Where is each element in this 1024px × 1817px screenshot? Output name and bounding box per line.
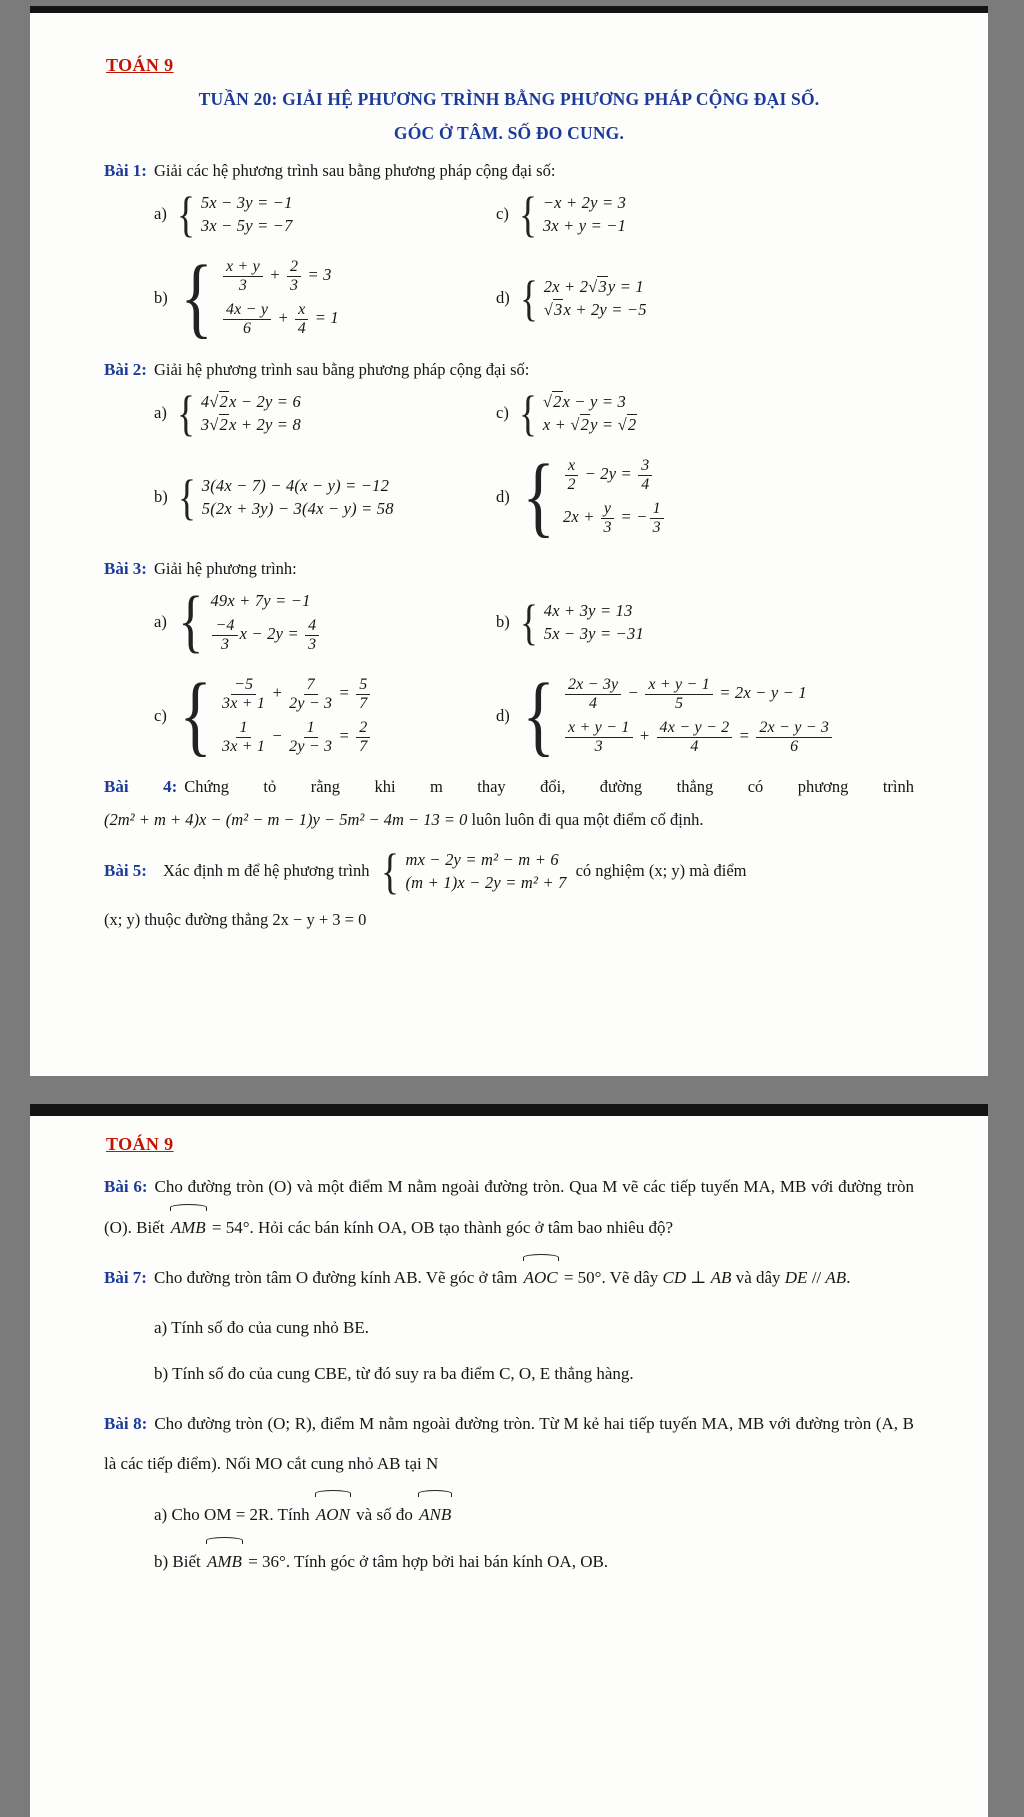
bai3-row-1 [104,583,914,660]
problem-4-text2: luôn luôn đi qua một điểm cố định. [471,810,704,829]
problem-3-label: Bài 3: [104,559,147,578]
system-2c [496,385,637,441]
system-1c [496,186,627,242]
fraction: $\frac{1}{3}$ [650,500,664,537]
system-tag: b) [154,487,168,506]
equation: $\frac{1}{3x + 1}$ − $\frac{1}{2y - 3}$ = $\frac{2}{7}$ [220,719,372,756]
bai1-row-1 [104,186,914,242]
equation: 2x + $\frac{y}{3}$ = − $\frac{1}{3}$ [563,500,666,537]
system-tag: c) [496,204,509,223]
system-1b [154,248,339,347]
fraction: $\frac{x + y - 1}{5}$ [645,676,713,713]
problem-6-label: Bài 6: [104,1177,148,1196]
problem-4-line2 [104,810,914,830]
bai3-col-a [154,583,496,660]
fraction: $\frac{4x - y}{6}$ [223,301,271,338]
problem-7-label: Bài 7: [104,1268,147,1287]
bai1-col-d [496,270,914,326]
equation: $\frac{-5}{3x + 1}$ + $\frac{7}{2y - 3}$ = $\frac{5}{7}$ [220,676,372,713]
bai3-col-b [496,594,914,650]
problem-1-label: Bài 1: [104,161,147,180]
equation: 4√2x − 2y = 6 [200,391,301,411]
sqrt: √3 [588,276,607,296]
bai2-row-1 [104,385,914,441]
fraction: $\frac{1}{2y - 3}$ [289,719,333,755]
equation: $\frac{2x - 3y}{4}$ − $\frac{x + y - 1}{5}$ = 2x − y − 1 [563,676,834,713]
equation: $\frac{4x - y}{6}$ + $\frac{x}{4}$ = 1 [221,301,339,338]
equation: 3x + y = −1 [542,215,627,235]
fraction: $\frac{2x - y - 3}{6}$ [756,719,832,756]
equation: $\frac{x + y}{3}$ + $\frac{2}{3}$ = 3 [221,258,339,295]
bai2-col-b [154,469,496,525]
equation: $\frac{x + y - 1}{3}$ + $\frac{4x - y - 2}{4}$ = $\frac{2x - y - 3}{6}$ [563,719,834,756]
equation: mx − 2y = m² − m + 6 [405,849,559,869]
system-tag: b) [496,612,510,631]
problem-8-item-b: b) Biết AMB = 36°. Tính góc ở tâm hợp bởi hai bán kính OA, OB. [154,1540,914,1583]
equation: $\frac{x}{2}$ − 2y = $\frac{3}{4}$ [563,457,666,494]
bai2-row-2 [104,447,914,546]
problem-8 [104,1404,914,1484]
problem-7-item-b: b) Tính số đo của cung CBE, từ đó suy ra ba điểm C, O, E thẳng hàng. [154,1364,634,1383]
angle-arc: AMB [205,1540,244,1583]
brace-icon: { [180,248,213,347]
bai1-col-c [496,186,914,242]
fraction: $\frac{2}{7}$ [356,719,370,756]
problem-1 [104,161,914,181]
problem-4-line1 [104,777,914,797]
equation: 2x + 2√3y = 1 [543,276,644,296]
problem-5-label: Bài 5: [104,861,147,880]
equation: √2x − y = 3 [542,391,627,411]
fraction: $\frac{2x - 3y}{4}$ [565,676,621,713]
system-tag: d) [496,487,510,506]
bai2-col-c [496,385,914,441]
week-heading: TUẦN 20: GIẢI HỆ PHƯƠNG TRÌNH BẰNG PHƯƠNG PHÁP CỘNG ĐẠI SỐ. [198,89,820,109]
problem-4-label: Bài 4: [104,777,178,796]
brace-icon: { [519,270,538,326]
fraction: $\frac{5}{7}$ [356,676,370,713]
bai1-col-a [154,186,496,242]
problem-7-text: Cho đường tròn tâm O đường kính AB. Vẽ góc ở tâm AOC = 50°. Vẽ dây CD ⊥ AB và dây DE // AB. [154,1268,850,1287]
bai3-row-2 [104,666,914,765]
problem-1-text: Giải các hệ phương trình sau bằng phương pháp cộng đại số: [153,161,556,180]
page-2 [30,1104,988,1817]
fraction: $\frac{4}{3}$ [305,617,319,654]
system-2d [496,447,666,546]
brace-icon: { [179,666,212,765]
system-3b [496,594,644,650]
fraction: $\frac{-5}{3x + 1}$ [222,676,266,713]
system-3a [154,583,321,660]
sqrt: √2 [209,391,228,411]
problem-5-text-after: có nghiệm (x; y) mà điểm [575,861,747,880]
problem-4-equation: (2m² + m + 4)x − (m² − m − 1)y − 5m² − 4m − 13 = 0 [104,810,468,829]
sqrt: √2 [542,391,562,411]
page-1 [30,6,988,1076]
bai1-col-b [154,248,496,347]
problem-2-label: Bài 2: [104,360,147,379]
equation: √3x + 2y = −5 [543,299,647,319]
equation: 5x − 3y = −1 [200,192,293,212]
sqrt: √2 [570,414,590,434]
system-tag: d) [496,288,510,307]
fraction: $\frac{x + y}{3}$ [223,258,263,295]
angle-arc: AMB [169,1207,208,1248]
brace-icon: { [518,186,537,242]
equation: (m + 1)x − 2y = m² + 7 [405,872,567,892]
bai3-col-d [496,666,914,765]
equation: 5(2x + 3y) − 3(4x − y) = 58 [201,498,394,518]
topic-heading: GÓC Ở TÂM. SỐ ĐO CUNG. [393,123,625,143]
fraction: $\frac{y}{3}$ [601,500,614,537]
bai2-col-d [496,447,914,546]
equation: 4x + 3y = 13 [543,600,633,620]
problem-4 [104,777,914,830]
fraction: $\frac{2}{3}$ [287,258,301,295]
fraction: $\frac{x + y - 1}{3}$ [565,719,633,756]
problem-8-text: Cho đường tròn (O; R), điểm M nằm ngoài đường tròn. Từ M kẻ hai tiếp tuyến MA, MB với đường tròn (A, B là các tiếp điểm). Nối MO cắt cung nhỏ AB tại N [104,1414,914,1473]
equation: 3√2x + 2y = 8 [200,414,301,434]
system-3c [154,666,372,765]
angle-arc: AOC [522,1257,560,1298]
problem-4-text: Chứng tỏ rằng khi m thay đổi, đường thẳng có phương trình [184,777,914,796]
fraction: $\frac{x}{4}$ [295,301,308,338]
angle-arc: ANB [417,1493,453,1536]
system-tag: c) [496,403,509,422]
bai3-col-c [154,666,496,765]
brace-icon: { [522,447,555,546]
problem-7-item-a: a) Tính số đo của cung nhỏ BE. [154,1318,369,1337]
problem-6 [104,1167,914,1248]
problem-3 [104,559,914,579]
sqrt: √2 [617,414,637,434]
equation: 5x − 3y = −31 [543,623,644,643]
system-2a [154,385,301,441]
system-3d [496,666,834,765]
brace-icon: { [519,594,538,650]
system-tag: c) [154,706,167,725]
bai2-col-a [154,385,496,441]
brace-icon: { [176,385,195,441]
problem-5 [104,843,914,899]
system-1d [496,270,647,326]
equation: $\frac{-4}{3}$ x − 2y = $\frac{4}{3}$ [210,617,321,654]
fraction: $\frac{-4}{3}$ [212,617,237,654]
problem-6-text: Cho đường tròn (O) và một điểm M nằm ngoài đường tròn. Qua M vẽ các tiếp tuyến MA, MB với đường tròn (O). Biết AMB = 54°. Hỏi các bán kính OA, OB tạo thành góc ở tâm bao nhiêu độ? [104,1177,914,1237]
system-1a [154,186,293,242]
brace-icon: { [178,583,204,660]
brace-icon: { [176,186,195,242]
fraction: $\frac{x}{2}$ [565,457,578,494]
system-tag: d) [496,706,510,725]
fraction: $\frac{4x - y - 2}{4}$ [657,719,733,756]
system-tag: a) [154,403,167,422]
fraction: $\frac{7}{2y - 3}$ [289,676,333,713]
fraction: $\frac{3}{4}$ [638,457,652,494]
problem-5-text-before: Xác định m để hệ phương trình [162,861,370,880]
brace-icon: { [381,843,400,899]
problem-7 [104,1257,914,1298]
sqrt: √3 [543,299,563,319]
angle-arc: AON [314,1493,352,1536]
problem-2-text: Giải hệ phương trình sau bằng phương pháp cộng đại số: [153,360,530,379]
system-tag: a) [154,204,167,223]
problem-8-item-a: a) Cho OM = 2R. Tính AON và số đo ANB [154,1493,914,1536]
problem-2 [104,360,914,380]
problem-3-text: Giải hệ phương trình: [153,559,297,578]
system-5 [378,843,567,899]
equation: 3x − 5y = −7 [200,215,293,235]
problem-5-line2: (x; y) thuộc đường thẳng 2x − y + 3 = 0 [104,910,367,929]
equation: −x + 2y = 3 [542,192,627,212]
equation: 49x + 7y = −1 [210,590,311,610]
problem-8-label: Bài 8: [104,1414,148,1433]
brace-icon: { [177,469,196,525]
brace-icon: { [518,385,537,441]
equation: x + √2y = √2 [542,414,637,434]
equation: 3(4x − 7) − 4(x − y) = −12 [201,475,390,495]
doc-title: TOÁN 9 [106,55,174,75]
doc-title-page2: TOÁN 9 [106,1134,174,1154]
fraction: $\frac{1}{3x + 1}$ [222,719,266,755]
system-2b [154,469,394,525]
brace-icon: { [522,666,555,765]
sqrt: √2 [209,414,228,434]
system-tag: b) [154,288,168,307]
system-tag: a) [154,612,167,631]
bai1-row-2 [104,248,914,347]
